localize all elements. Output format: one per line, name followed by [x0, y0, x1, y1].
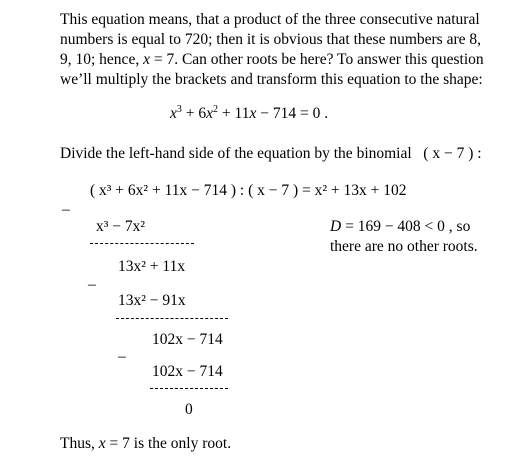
division-rule-3: [150, 388, 228, 389]
division-line: ( x³ + 6x² + 11x − 714 ) : ( x − 7 ) = x² + 13x + 102: [90, 182, 407, 199]
remainder-2: 102x − 714: [152, 331, 223, 348]
minus-sign-1: –: [62, 201, 70, 218]
intro-line-1: This equation means, that a product of the three consecutive natural: [60, 11, 480, 28]
discriminant-note: there are no other roots.: [330, 238, 478, 255]
intro-line-2: numbers is equal to 720; then it is obvious that these numbers are 8,: [60, 31, 482, 48]
final-remainder: 0: [185, 401, 193, 418]
subtrahend-2: 13x² − 91x: [118, 292, 186, 309]
intro-line-4: we’ll multiply the brackets and transform this equation to the shape:: [60, 71, 483, 88]
root-equation: x = 7: [143, 51, 175, 68]
discriminant: D = 169 − 408 < 0 , so: [330, 218, 471, 235]
minus-sign-3: –: [118, 348, 126, 365]
minus-sign-2: –: [88, 276, 96, 293]
remainder-1: 13x² + 11x: [118, 258, 186, 275]
division-rule-1: [90, 243, 194, 244]
conclusion: Thus, x = 7 is the only root.: [60, 435, 232, 452]
division-rule-2: [116, 318, 228, 319]
subtrahend-3: 102x − 714: [152, 363, 223, 380]
polynomial-equation: $x^3 + 6x^2 + 11x - 714 = 0$ .: [170, 104, 329, 122]
divide-instruction: Divide the left-hand side of the equation by the binomial ( x − 7 ) :: [60, 145, 482, 162]
subtrahend-1: x³ − 7x²: [96, 218, 146, 235]
intro-line-3: 9, 10; hence, x = 7. Can other roots be here? To answer this question: [60, 51, 484, 68]
